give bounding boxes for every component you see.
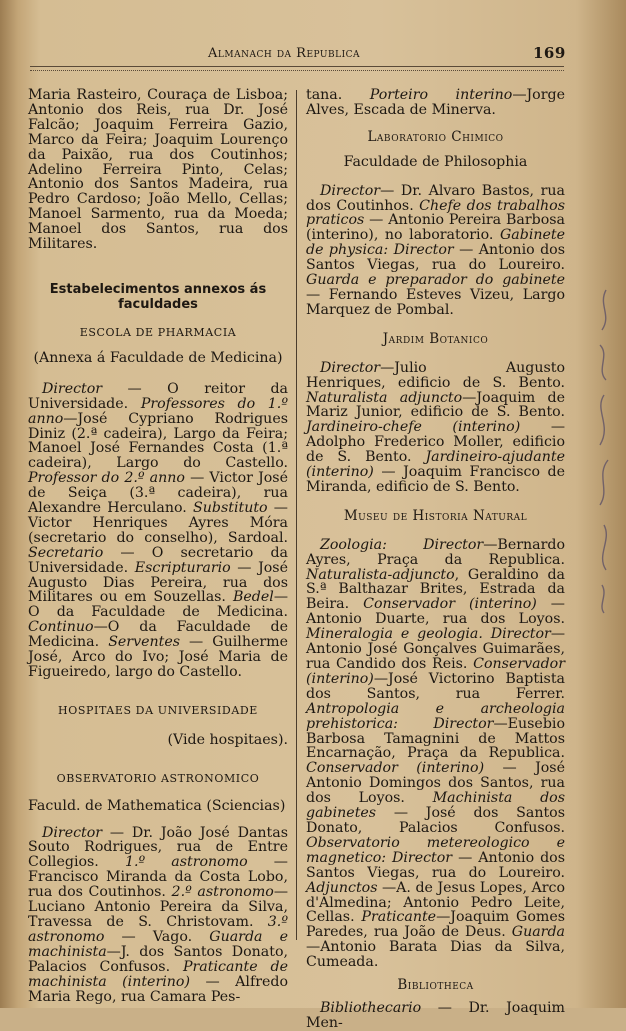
observatorio-staff: Director — Dr. João José Dantas Souto Rodrigues, rua de Entre Collegios. 1.º astronomo — Francisco Miranda da Costa Lobo, rua dos Coutinhos. 2.º astronomo—Luciano Antonio Pereira da Silva, Travessa de S. Christovam. 3.º astronomo — Vago. Guarda e machinista—J. dos Santos Donato, Palacios Confusos. Praticante de machinista (interino) — Alfredo Maria Rego, rua Camara Pes-	[28, 824, 289, 1005]
paragraph-continued-right: tana. Porteiro interino—Jorge Alves, Escada de Minerva.	[306, 87, 565, 118]
heading-jardim-botanico: Jardim Botanico	[382, 330, 489, 347]
running-header	[30, 46, 570, 66]
hospitaes-reference: (Vide hospitaes).	[167, 731, 288, 748]
page-number: 169	[533, 44, 566, 62]
header-rule	[30, 66, 564, 71]
heading-museu: Museu de Historia Natural	[343, 507, 528, 524]
bibliotheca-staff: Bibliothecario — Dr. Joaquim Men-	[306, 999, 565, 1031]
margin-handwriting	[588, 285, 620, 615]
left-column	[28, 88, 288, 1004]
heading-escola-pharmacia: ESCOLA DE PHARMACIA	[79, 325, 237, 339]
pharmacia-staff: Director — O reitor da Universidade. Professores do 1.º anno—José Cypriano Rodrigues Diniz (2.ª cadeira), Largo da Feira; Manoel José Fernandes Costa (1.ª cadeira), Largo do Castello. Professor do 2.º anno — Victor José de Seiça (3.ª cadeira), rua Alexandre Herculano. Substituto — Victor Henriques Ayres Móra (secretario do conselho), Sardoal. Secretario — O secretario da Universidade. Escripturario — José Augusto Dias Pereira, rua dos Militares ou em Souzellas. Bedel—O da Faculdade de Medicina. Continuo—O da Faculdade de Medicina. Serventes — Guilherme José, Arco do Ivo; José Maria de Figueiredo, largo do Castello.	[28, 380, 288, 680]
heading-hospitaes: HOSPITAES DA UNIVERSIDADE	[58, 703, 258, 717]
heading-bibliotheca: Bibliotheca	[397, 977, 474, 994]
subheading-laboratorio: Faculdade de Philosophia	[343, 153, 528, 170]
subheading-pharmacia: (Annexa á Faculdade de Medicina)	[33, 349, 283, 366]
subheading-observatorio: Faculd. de Mathematica (Sciencias)	[28, 797, 286, 814]
museu-staff: Zoologia: Director—Bernardo Ayres, Praça da Republica. Naturalista-adjuncto, Geraldino da S.ª Balthazar Brites, Estrada da Beira. Conservador (interino) — Antonio Duarte, rua dos Loyos. Mineralogia e geologia. Director—Antonio José Gonçalves Guimarães, rua Candido dos Reis. Conservador (interino)—José Victorino Baptista dos Santos, rua Ferrer. Antropologia e archeologia prehistorica: Director—Eusebio Barbosa Tamagnini de Mattos Encarnação, Praça da Republica. Conservador (interino) — José Antonio Domingos dos Santos, rua dos Loyos. Machinista dos gabinetes — José dos Santos Donato, Palacios Confusos. Observatorio metereologico e magnetico: Director — Antonio dos Santos Viegas, rua do Loureiro. Adjunctos —A. de Jesus Lopes, Arco d'Almedina; Antonio Pedro Leite, Cellas. Praticante—Joaquim Gomes Paredes, rua João de Deus. Guarda —Antonio Barata Dias da Silva, Cumeada.	[306, 536, 566, 971]
jardim-staff: Director—Julio Augusto Henriques, edificio de S. Bento. Naturalista adjuncto—Joaquim de Mariz Junior, edificio de S. Bento. Jardineiro-chefe (interino) — Adolpho Frederico Moller, edificio de S. Bento. Jardineiro-ajudante (interino) — Joaquim Francisco de Miranda, edificio de S. Bento.	[306, 359, 566, 495]
paragraph-continued: Maria Rasteiro, Couraça de Lisboa; Antonio dos Reis, rua Dr. José Falcão; Joaquim Ferreira Gazio, Marco da Feira; Joaquim Lourenço da Paixão, rua dos Coutinhos; Adelino Ferreira Pinto, Celas; Antonio dos Santos Madeira, rua Pedro Cardoso; João Mello, Cellas; Manoel Sarmento, rua da Moeda; Manoel dos Santos, rua dos Militares.	[28, 87, 288, 253]
right-column	[306, 88, 565, 1031]
heading-observatorio: OBSERVATORIO ASTRONOMICO	[56, 771, 260, 785]
section-heading-annexos: Estabelecimentos annexos ás faculdades	[49, 281, 267, 312]
heading-laboratorio: Laboratorio Chimico	[367, 128, 504, 145]
column-divider	[296, 90, 297, 940]
laboratorio-staff: Director— Dr. Alvaro Bastos, rua dos Coutinhos. Chefe dos trabalhos praticos — Antonio Pereira Barbosa (interino), no laboratorio. Gabinete de physica: Director — Antonio dos Santos Viegas, rua do Loureiro. Guarda e preparador do gabinete — Fernando Esteves Vizeu, Largo Marquez de Pombal.	[306, 182, 566, 318]
running-title: Almanach da Republica	[208, 46, 361, 61]
